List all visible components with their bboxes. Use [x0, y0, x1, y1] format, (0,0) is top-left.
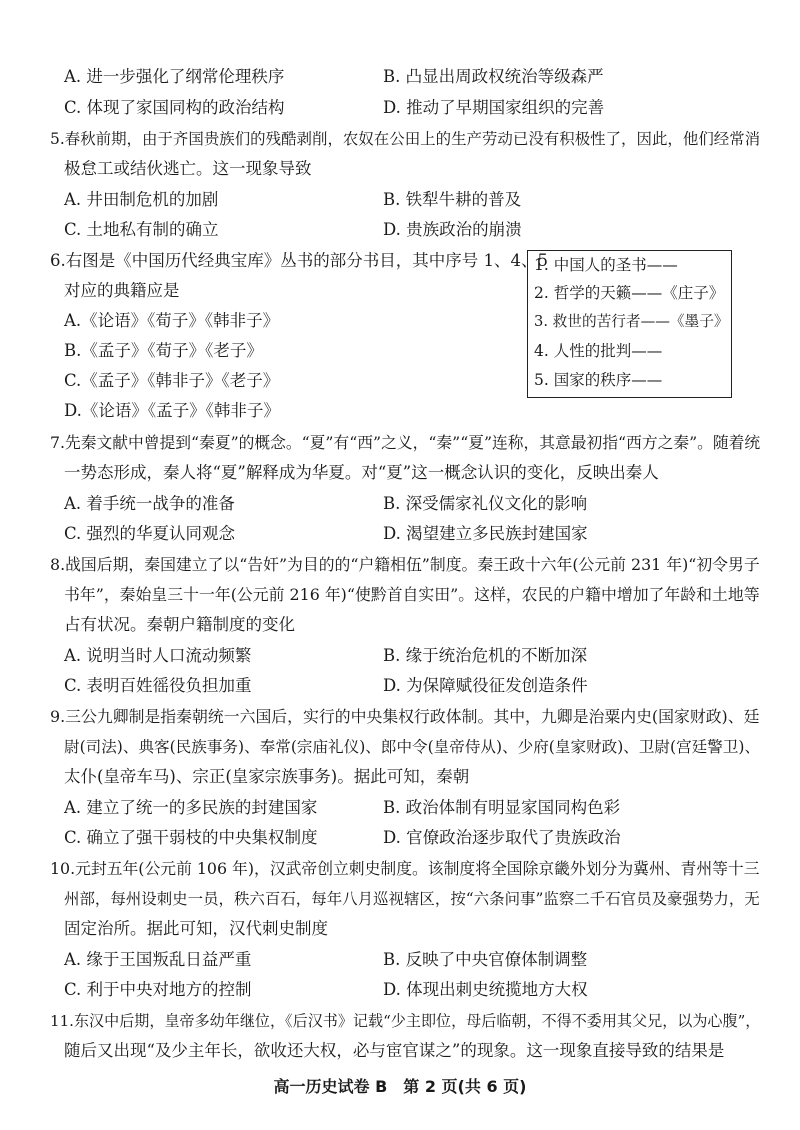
q7-stem-line-1: 7.先秦文献中曾提到“秦夏”的概念。“夏”有“西”之义，“秦”“夏”连称，其意最初指“西方之秦”。随着统	[50, 433, 761, 452]
page-footer: 高一历史试卷 B 第 2 页(共 6 页)	[273, 1077, 527, 1096]
q6-option-d: D.《论语》《孟子》《韩非子》	[64, 401, 280, 420]
book-list-item-3: 3. 救世的苦行者——《墨子》	[534, 313, 729, 330]
book-list-item-4: 4. 人性的批判——	[534, 342, 663, 360]
q5-option-a: A. 井田制危机的加剧	[64, 190, 219, 209]
q11-stem-line-1: 11.东汉中后期，皇帝多幼年继位，《后汉书》记载“少主即位，母后临朝，不得不委用其父兄，以为心腹”，	[50, 1012, 761, 1030]
q9-option-c: C. 确立了强干弱枝的中央集权制度	[64, 828, 318, 847]
q6-option-a: A.《论语》《荀子》《韩非子》	[64, 311, 280, 330]
q6-option-c: C.《孟子》《韩非子》《老子》	[64, 371, 280, 390]
q9-stem-line-1: 9.三公九卿制是指秦朝统一六国后，实行的中央集权行政体制。其中，九卿是治粟内史(国家财政)、廷	[50, 707, 760, 726]
q7-stem-line-2: 一势态形成，秦人将“夏”解释成为华夏。对“夏”这一概念认识的变化，反映出秦人	[64, 463, 659, 482]
q5-option-c: C. 土地私有制的确立	[64, 220, 219, 239]
q10-stem-line-3: 固定治所。据此可知，汉代刺史制度	[64, 919, 328, 938]
q10-option-c: C. 利于中央对地方的控制	[64, 980, 252, 999]
q5-option-b: B. 铁犁牛耕的普及	[383, 190, 522, 209]
q8-option-a: A. 说明当时人口流动频繁	[64, 646, 252, 665]
q7-option-a: A. 着手统一战争的准备	[64, 494, 235, 513]
q9-option-a: A. 建立了统一的多民族的封建国家	[64, 798, 318, 817]
q10-option-a: A. 缘于王国叛乱日益严重	[64, 950, 252, 969]
q10-stem-line-2: 州部，每州设刺史一员，秩六百石，每年八月巡视辖区，按“六条问事”监察二千石官员及豪强势力，无	[64, 890, 760, 908]
q7-option-d: D. 渴望建立多民族封建国家	[383, 524, 588, 543]
q10-stem-line-1: 10.元封五年(公元前 106 年)，汉武帝创立刺史制度。该制度将全国除京畿外划分为冀州、青州等十三	[50, 859, 760, 878]
q5-option-d: D. 贵族政治的崩溃	[383, 220, 522, 239]
q11-stem-line-2: 随后又出现“及少主年长，欲收还大权，必与宦官谋之”的现象。这一现象直接导致的结果是	[64, 1041, 725, 1060]
q4-option-d: D. 推动了早期国家组织的完善	[383, 98, 605, 117]
q5-stem-line-2: 极怠工或结伙逃亡。这一现象导致	[64, 159, 312, 178]
q10-option-b: B. 反映了中央官僚体制调整	[383, 950, 588, 969]
q9-option-d: D. 官僚政治逐步取代了贵族政治	[383, 828, 621, 847]
q6-stem-line-2: 对应的典籍应是	[64, 281, 180, 300]
q4-option-a: A. 进一步强化了纲常伦理秩序	[64, 67, 285, 86]
q4-option-c: C. 体现了家国同构的政治结构	[64, 98, 285, 117]
q7-option-b: B. 深受儒家礼仪文化的影响	[383, 494, 588, 513]
q6-stem-line-1: 6.右图是《中国历代经典宝库》丛书的部分书目，其中序号 1、4、5	[50, 251, 548, 270]
q4-option-b: B. 凸显出周政权统治等级森严	[383, 67, 604, 86]
q7-option-c: C. 强烈的华夏认同观念	[64, 524, 236, 543]
q9-option-b: B. 政治体制有明显家国同构色彩	[383, 798, 621, 817]
q8-option-d: D. 为保障赋役征发创造条件	[383, 676, 588, 695]
q6-option-b: B.《孟子》《荀子》《老子》	[64, 341, 263, 360]
q5-stem-line-1: 5.春秋前期，由于齐国贵族们的残酷剥削，农奴在公田上的生产劳动已没有积极性了，因此，他们经常消	[50, 130, 761, 148]
book-list-item-1: 1. 中国人的圣书——	[534, 256, 678, 274]
book-list-item-5: 5. 国家的秩序——	[534, 371, 663, 389]
q8-stem-line-2: 书年”，秦始皇三十一年(公元前 216 年)“使黔首自实田”。这样，农民的户籍中增加了年龄和土地等	[64, 585, 760, 604]
book-list-box	[527, 250, 732, 398]
q8-option-c: C. 表明百姓徭役负担加重	[64, 676, 252, 695]
q8-stem-line-1: 8.战国后期，秦国建立了以“告奸”为目的的“户籍相伍”制度。秦王政十六年(公元前 231 年)“初令男子	[50, 555, 760, 574]
q9-stem-line-3: 太仆(皇帝车马)、宗正(皇家宗族事务)。据此可知，秦朝	[64, 767, 470, 786]
book-list-item-2: 2. 哲学的天籁——《庄子》	[534, 284, 725, 302]
q8-option-b: B. 缘于统治危机的不断加深	[383, 646, 588, 665]
q8-stem-line-3: 占有状况。秦朝户籍制度的变化	[64, 615, 295, 634]
q10-option-d: D. 体现出刺史统揽地方大权	[383, 980, 588, 999]
q9-stem-line-2: 尉(司法)、典客(民族事务)、奉常(宗庙礼仪)、郎中令(皇帝侍从)、少府(皇家财政)、卫尉(宫廷警卫)、	[64, 738, 761, 756]
